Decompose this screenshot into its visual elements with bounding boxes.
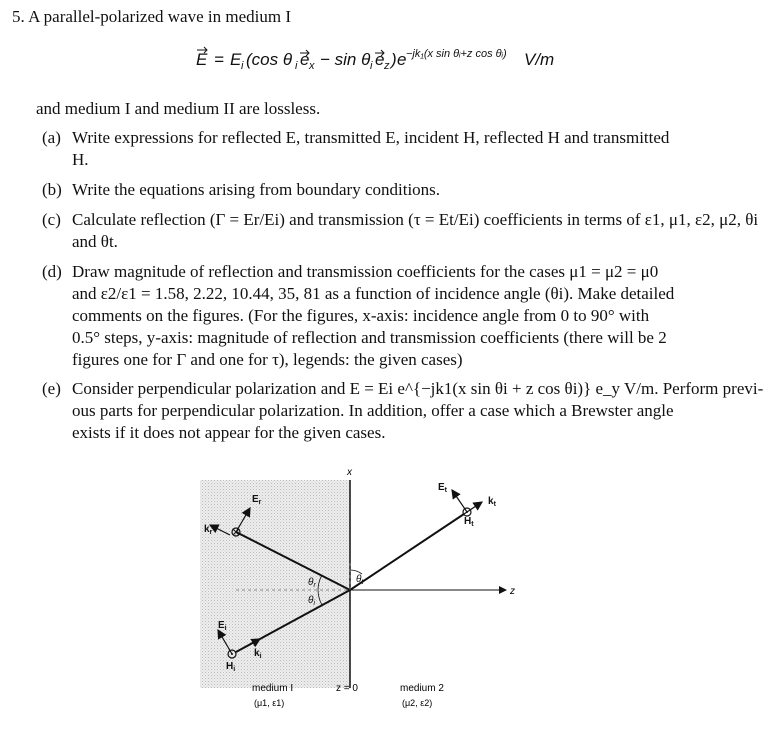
medium1-params: (μ1, ε1) bbox=[254, 698, 285, 708]
svg-text:E: E bbox=[196, 50, 208, 69]
label-theta-t: $\theta_t$ bbox=[356, 574, 364, 586]
medium2-params: (μ2, ε2) bbox=[402, 698, 433, 708]
part-b-label: (b) bbox=[42, 180, 62, 199]
label-hi: $H_i$ bbox=[226, 661, 236, 673]
part-d-line: comments on the figures. (For the figures, x-axis: incidence angle from 0 to 90° with bbox=[72, 306, 650, 325]
part-d-text bbox=[72, 261, 732, 371]
svg-text:e: e bbox=[397, 50, 407, 69]
svg-text:E: E bbox=[230, 50, 242, 69]
part-e-line: Consider perpendicular polarization and E = Ei e^{−jk1(x sin θi + z cos θi)} e_y V/m. Perform previ- bbox=[72, 379, 764, 398]
part-a-label: (a) bbox=[42, 128, 61, 147]
svg-text:(cos θ: (cos θ bbox=[246, 50, 293, 69]
svg-text:z: z bbox=[384, 60, 390, 72]
medium1-label: medium I bbox=[252, 683, 294, 694]
label-ei: $E_i$ bbox=[218, 620, 227, 632]
part-e-line: ous parts for perpendicular polarization. In addition, offer a case which a Brewster angle bbox=[72, 401, 674, 420]
svg-text:i: i bbox=[241, 60, 244, 72]
medium1-region bbox=[200, 480, 350, 688]
part-a-line: H. bbox=[72, 150, 89, 169]
svg-text:=: = bbox=[214, 50, 224, 69]
label-er: $E_r$ bbox=[252, 494, 262, 506]
svg-text:): ) bbox=[391, 50, 397, 69]
svg-text:i: i bbox=[295, 60, 298, 72]
medium2-label: medium 2 bbox=[400, 683, 444, 694]
part-a-text bbox=[72, 127, 732, 171]
equation-render bbox=[196, 44, 576, 74]
part-d-line: and ε2/ε1 = 1.58, 2.22, 10.44, 35, 81 as a function of incidence angle (θi). Make detailed bbox=[72, 284, 675, 303]
svg-text:V/m: V/m bbox=[524, 50, 555, 69]
part-d-line: 0.5° steps, y-axis: magnitude of reflection and transmission coefficients (there will be 2 bbox=[72, 328, 667, 347]
part-a-line: Write expressions for reflected E, transmitted E, incident H, reflected H and transmitted bbox=[72, 128, 670, 147]
svg-text:i: i bbox=[370, 60, 373, 72]
part-d-line: figures one for Γ and one for τ), legends: the given cases) bbox=[72, 350, 463, 369]
part-b-line: Write the equations arising from boundary conditions. bbox=[72, 180, 441, 199]
problem-heading bbox=[12, 6, 291, 28]
lossless-statement: and medium I and medium II are lossless. bbox=[36, 99, 321, 118]
label-kt: $k_t$ bbox=[488, 496, 496, 508]
part-e-label: (e) bbox=[42, 379, 61, 398]
oblique-incidence-diagram bbox=[196, 462, 526, 722]
svg-text:e: e bbox=[300, 50, 310, 69]
label-theta-r: $\theta_r$ bbox=[308, 577, 316, 589]
part-c-line: Calculate reflection (Γ = Er/Ei) and transmission (τ = Et/Ei) coefficients in terms of ε1, μ1, ε2, μ2, θi bbox=[72, 210, 759, 229]
problem-number: 5. bbox=[12, 7, 25, 26]
transmitted-ray bbox=[350, 514, 464, 590]
part-b-text bbox=[72, 179, 732, 201]
label-ht: $H_t$ bbox=[464, 516, 474, 528]
interface-label: z = 0 bbox=[336, 683, 358, 694]
part-d-label: (d) bbox=[42, 262, 62, 281]
label-theta-i: $\theta_i$ bbox=[308, 595, 315, 607]
svg-text:− sin θ: − sin θ bbox=[320, 50, 371, 69]
et-arrow bbox=[452, 490, 467, 512]
label-ki: $k_i$ bbox=[254, 648, 262, 660]
part-c-label: (c) bbox=[42, 210, 61, 229]
part-c-text bbox=[72, 209, 759, 253]
svg-text:−jk₁(x sin θᵢ+z cos θᵢ): −jk₁(x sin θᵢ+z cos θᵢ) bbox=[406, 48, 507, 60]
part-e-line: exists if it does not appear for the given cases. bbox=[72, 423, 386, 442]
problem-intro: A parallel-polarized wave in medium I bbox=[28, 7, 291, 26]
svg-text:x: x bbox=[309, 60, 315, 72]
x-axis-label: x bbox=[347, 467, 352, 478]
part-e-text bbox=[72, 378, 764, 444]
label-kr: $k_r$ bbox=[204, 524, 213, 536]
part-d-line: Draw magnitude of reflection and transmission coefficients for the cases μ1 = μ2 = μ0 bbox=[72, 262, 659, 281]
svg-text:e: e bbox=[375, 50, 385, 69]
label-et: $E_t$ bbox=[438, 482, 448, 494]
part-c-line: and θt. bbox=[72, 232, 118, 251]
z-axis-label: z bbox=[510, 586, 515, 597]
